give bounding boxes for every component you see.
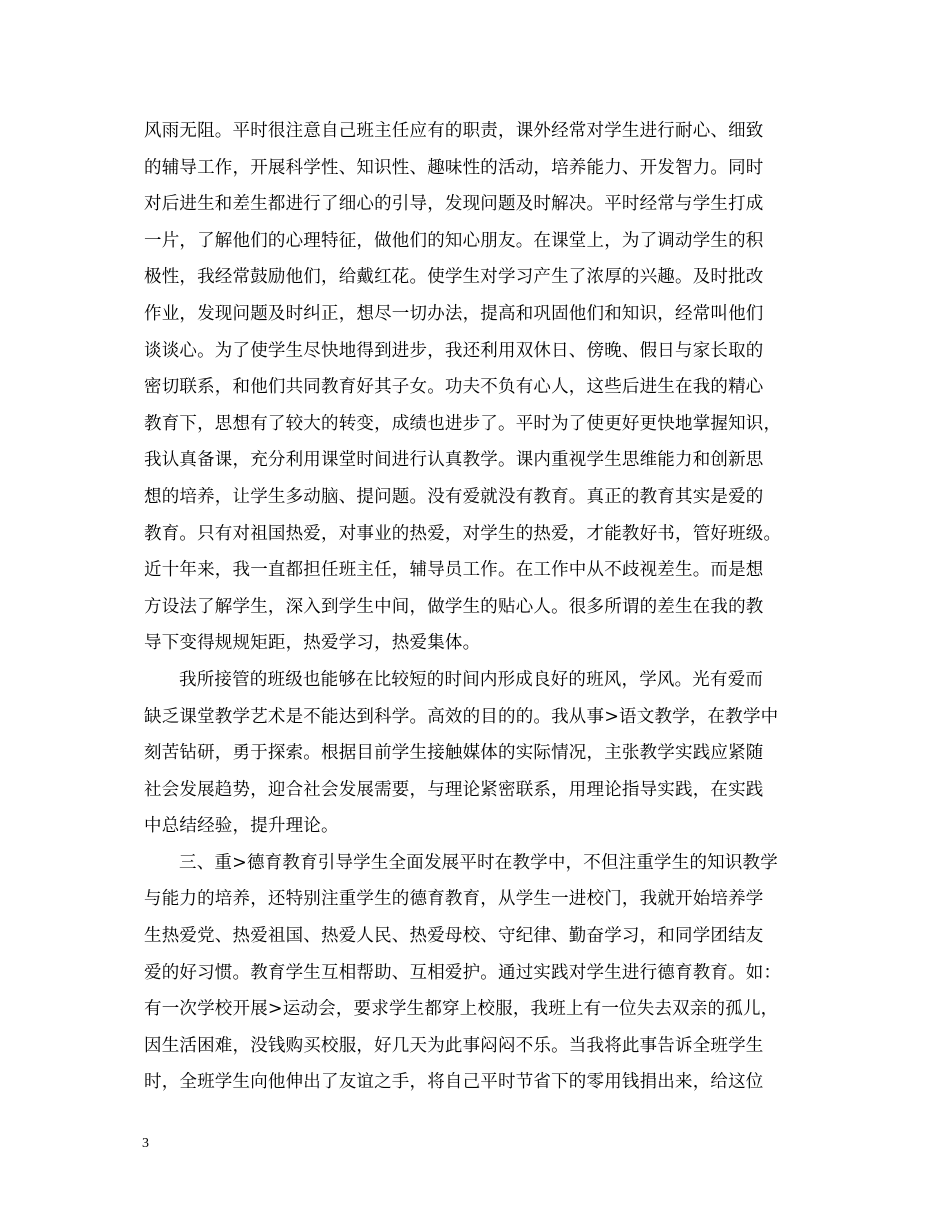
document-body [144,113,814,1101]
text-line: 生热爱党、热爱祖国、热爱人民、热爱母校、守纪律、勤奋学习，和同学团结友 [144,926,764,947]
text-line: 对后进生和差生都进行了细心的引导，发现问题及时解决。平时经常与学生打成 [144,194,764,215]
text-line: 中总结经验，提升理论。 [144,816,339,837]
text-line: 密切联系，和他们共同教育好其子女。功夫不负有心人，这些后进生在我的精心 [144,377,764,398]
text-line: 风雨无阻。平时很注意自己班主任应有的职责，课外经常对学生进行耐心、细致 [144,121,764,141]
text-line: 极性，我经常鼓励他们，给戴红花。使学生对学习产生了浓厚的兴趣。及时批改 [144,267,764,288]
text-line: 有一次学校开展>运动会，要求学生都穿上校服，我班上有一位失去双亲的孤儿， [144,999,779,1020]
text-line: 教育下，思想有了较大的转变，成绩也进步了。平时为了使更好更快地掌握知识， [144,413,782,434]
text-line: 想的培养，让学生多动脑、提问题。没有爱就没有教育。真正的教育其实是爱的 [144,486,764,507]
text-line: 近十年来，我一直都担任班主任，辅导员工作。在工作中从不歧视差生。而是想 [144,560,764,581]
paragraph-first-line: 三、重>德育教育引导学生全面发展平时在教学中，不但注重学生的知识教学 [179,852,778,873]
text-line: 教育。只有对祖国热爱，对事业的热爱，对学生的热爱，才能教好书，管好班级。 [144,523,782,544]
text-line: 因生活困难，没钱购买校服，好几天为此事闷闷不乐。当我将此事告诉全班学生 [144,1035,764,1056]
text-line: 作业，发现问题及时纠正，想尽一切办法，提高和巩固他们和知识，经常叫他们 [144,303,764,324]
text-line: 谈谈心。为了使学生尽快地得到进步，我还利用双休日、傍晚、假日与家长取的 [144,340,764,361]
text-line: 方设法了解学生，深入到学生中间，做学生的贴心人。很多所谓的差生在我的教 [144,596,764,617]
text-line: 与能力的培养，还特别注重学生的德育教育，从学生一进校门，我就开始培养学 [144,889,764,910]
text-line: 我认真备课，充分利用课堂时间进行认真教学。课内重视学生思维能力和创新思 [144,450,764,471]
text-line: 时，全班学生向他伸出了友谊之手，将自己平时节省下的零用钱捐出来，给这位 [144,1072,764,1093]
text-line: 社会发展趋势，迎合社会发展需要，与理论紧密联系，用理论指导实践，在实践 [144,779,764,800]
text-line: 刻苦钻研，勇于探索。根据目前学生接触媒体的实际情况，主张教学实践应紧随 [144,743,764,764]
text-line: 一片，了解他们的心理特征，做他们的知心朋友。在课堂上，为了调动学生的积 [144,230,764,251]
page-number: 3 [142,1136,149,1151]
text-line: 的辅导工作，开展科学性、知识性、趣味性的活动，培养能力、开发智力。同时 [144,157,764,178]
text-line: 导下变得规规矩距，热爱学习，热爱集体。 [144,633,481,654]
text-line: 缺乏课堂教学艺术是不能达到科学。高效的目的的。我从事>语文教学，在教学中 [144,706,779,727]
paragraph-first-line: 我所接管的班级也能够在比较短的时间内形成良好的班风，学风。光有爱而 [179,669,764,690]
text-line: 爱的好习惯。教育学生互相帮助、互相爱护。通过实践对学生进行德育教育。如： [144,962,782,983]
